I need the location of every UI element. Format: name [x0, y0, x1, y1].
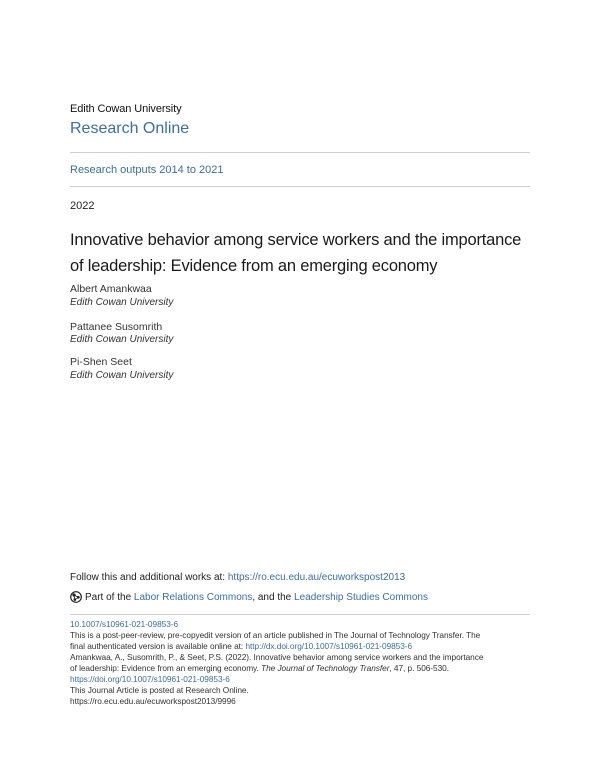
- part-of-prefix: Part of the: [85, 591, 134, 603]
- citation-prefix: of leadership: Evidence from an emerging economy.: [70, 663, 262, 673]
- divider: [70, 614, 530, 615]
- metadata-block: [70, 619, 530, 707]
- article-title: Innovative behavior among service workers and the importance of leadership: Evidence from an emerging economy: [70, 231, 522, 275]
- doi-url-link[interactable]: https://doi.org/10.1007/s10961-021-09853-6: [70, 674, 230, 684]
- institution-name: Edith Cowan University: [70, 103, 182, 115]
- divider: [70, 152, 530, 153]
- cover-page: [70, 0, 530, 776]
- notice-prefix: final authenticated version is available online at:: [70, 641, 246, 651]
- publication-year: 2022: [70, 200, 95, 212]
- series-link[interactable]: Research outputs 2014 to 2021: [70, 164, 224, 176]
- notice-line: This is a post-peer-review, pre-copyedit version of an article published in The Journal of Technology Transfer. The: [70, 630, 481, 640]
- citation-suffix: , 47, p. 506-530.: [389, 663, 449, 673]
- labor-relations-link[interactable]: Labor Relations Commons: [133, 591, 253, 603]
- author-name: Albert Amankwaa: [70, 283, 152, 295]
- doi-link[interactable]: 10.1007/s10961-021-09853-6: [70, 619, 179, 629]
- author-name: Pi-Shen Seet: [70, 356, 132, 368]
- posted-line: This Journal Article is posted at Research Online.: [70, 685, 249, 695]
- repository-name[interactable]: Research Online: [70, 120, 190, 137]
- part-of-middle: , and the: [252, 591, 295, 603]
- citation-journal: The Journal of Technology Transfer: [261, 663, 390, 673]
- follow-text: Follow this and additional works at:: [70, 572, 228, 583]
- commons-network-icon: [70, 591, 82, 603]
- author-affiliation: Edith Cowan University: [70, 370, 174, 381]
- record-url: https://ro.ecu.edu.au/ecuworkspost2013/9996: [70, 696, 236, 706]
- author-affiliation: Edith Cowan University: [70, 334, 174, 345]
- leadership-studies-link[interactable]: Leadership Studies Commons: [294, 591, 428, 603]
- citation-line: Amankwaa, A., Susomrith, P., & Seet, P.S. (2022). Innovative behavior among service workers and the importance: [70, 652, 484, 662]
- author-name: Pattanee Susomrith: [70, 321, 163, 333]
- author-affiliation: Edith Cowan University: [70, 297, 174, 308]
- divider: [70, 186, 530, 187]
- follow-link[interactable]: https://ro.ecu.edu.au/ecuworkspost2013: [227, 572, 406, 583]
- part-of-line: [70, 591, 428, 603]
- follow-line: [70, 572, 405, 583]
- notice-link[interactable]: http://dx.doi.org/10.1007/s10961-021-09853-6: [245, 641, 413, 651]
